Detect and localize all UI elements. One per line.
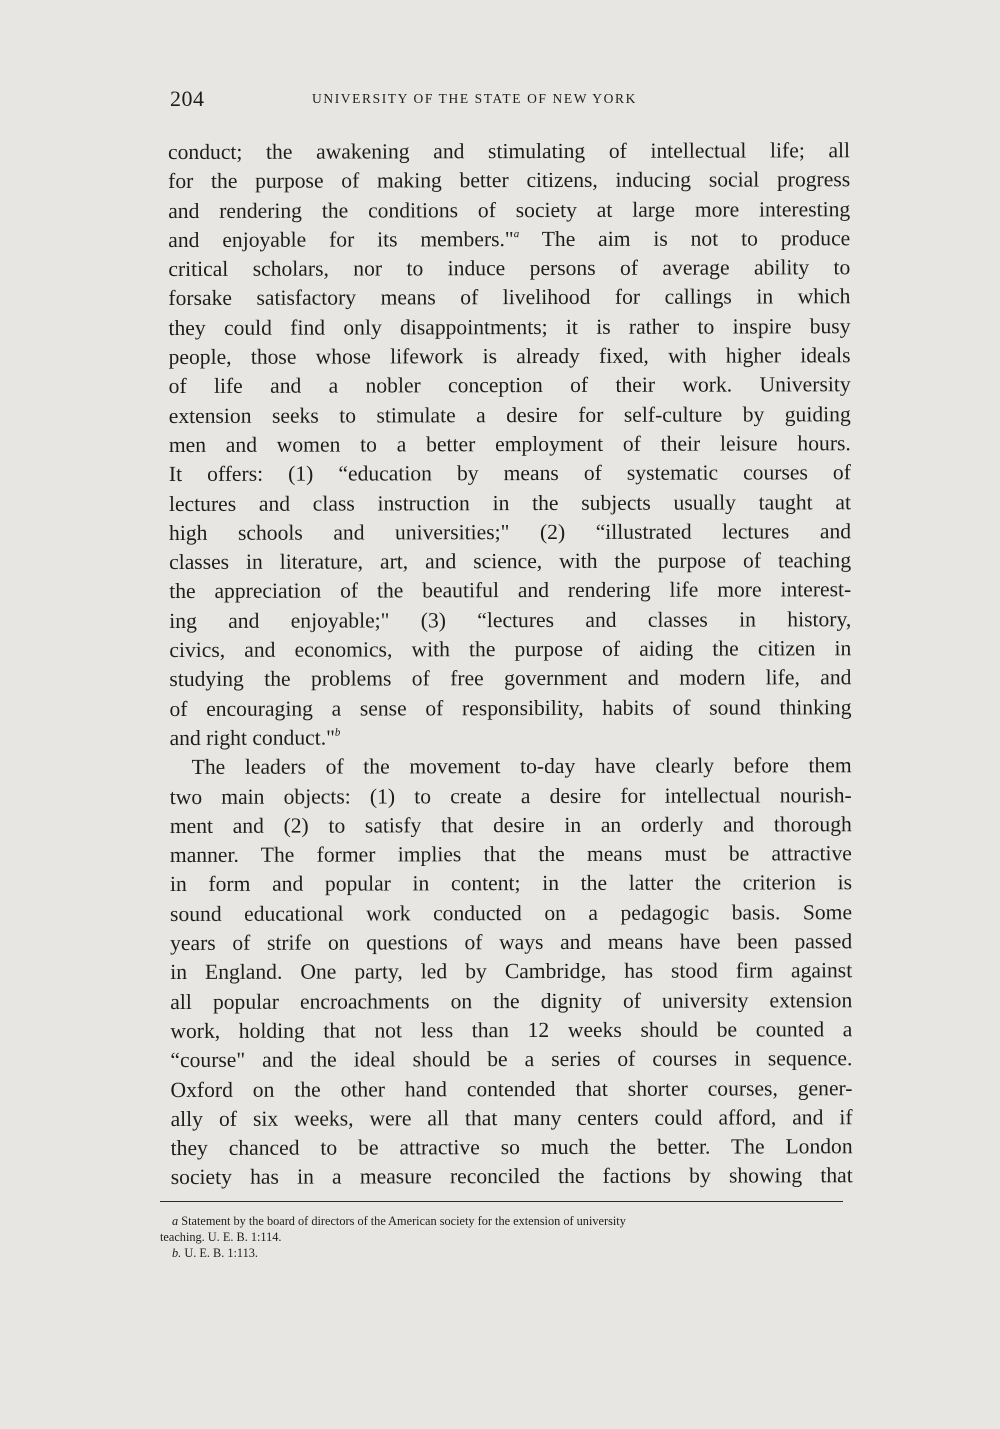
page-header [170, 86, 850, 120]
text-line: critical scholars, nor to induce persons of average ability to [168, 255, 851, 282]
text-line: two main objects: (1) to create a desire for intellectual nourish- [169, 782, 852, 809]
text-line: sound educational work conducted on a pedagogic basis. Some [169, 899, 853, 926]
footnote-a [160, 1213, 844, 1229]
text-segment: The aim is not to produce [541, 226, 851, 251]
body-text [168, 136, 853, 1192]
footnote-text: Statement by the board of directors of the American society for the extension of university [181, 1214, 626, 1228]
footnote-label: a [172, 1214, 179, 1228]
text-line: The leaders of the movement to-day have clearly before them [191, 753, 852, 780]
text-line: high schools and universities;" (2) “illustrated lectures and [169, 519, 852, 545]
footnote-ref-a[interactable]: a [513, 227, 520, 240]
text-line: and rendering the conditions of society at large more interesting [168, 196, 851, 223]
text-line: ally of six weeks, were all that many centers could afford, and if [170, 1105, 853, 1131]
text-line: the appreciation of the beautiful and rendering life more interest- [169, 577, 852, 604]
text-line: of life and a nobler conception of their work. University [168, 372, 851, 399]
text-line: It offers: (1) “education by means of systematic courses of [168, 460, 851, 487]
text-line: people, those whose lifework is already fixed, with higher ideals [168, 343, 851, 370]
text-line: work, holding that not less than 12 weeks should be counted a [170, 1017, 853, 1043]
text-line: ment and (2) to satisfy that desire in an orderly and thorough [169, 812, 852, 838]
page-number: 204 [170, 86, 205, 111]
text-segment: and enjoyable for its members." [168, 226, 514, 252]
footnote-a-continued: teaching. U. E. B. 1:114. [160, 1230, 282, 1244]
text-line: years of strife on questions of ways and means have been passed [170, 929, 853, 956]
text-line [170, 722, 852, 753]
text-line: in form and popular in content; in the latter the criterion is [169, 870, 852, 897]
footnote-ref-b[interactable]: b [334, 726, 341, 739]
text-line: they chanced to be attractive so much the better. The London [170, 1134, 853, 1161]
text-segment: and right conduct." [169, 725, 335, 750]
footnote-divider [160, 1201, 843, 1202]
footnotes [160, 1213, 844, 1261]
text-line: conduct; the awakening and stimulating of intellectual life; all [168, 138, 851, 164]
text-line: ing and enjoyable;" (3) “lectures and classes in history, [169, 606, 852, 633]
text-line: lectures and class instruction in the subjects usually taught at [168, 489, 851, 516]
running-head: UNIVERSITY OF THE STATE OF NEW YORK [312, 91, 637, 106]
footnote-text: U. E. B. 1:113. [184, 1246, 258, 1260]
text-line: of encouraging a sense of responsibility, habits of sound thinking [169, 694, 852, 721]
text-line [168, 224, 850, 255]
text-line: forsake satisfactory means of livelihood for callings in which [168, 284, 851, 311]
text-line: manner. The former implies that the means must be attractive [169, 841, 852, 868]
text-line: classes in literature, art, and science, with the purpose of teaching [169, 548, 852, 575]
text-line: society has in a measure reconciled the factions by showing that [170, 1163, 853, 1190]
footnote-b [160, 1245, 844, 1261]
text-line: for the purpose of making better citizens, inducing social progress [168, 167, 851, 194]
text-line: all popular encroachments on the dignity of university extension [170, 987, 853, 1014]
text-line: in England. One party, led by Cambridge, has stood firm against [170, 958, 853, 985]
text-line: civics, and economics, with the purpose of aiding the citizen in [169, 636, 852, 663]
text-line: they could find only disappointments; it is rather to inspire busy [168, 313, 851, 340]
text-line: men and women to a better employment of their leisure hours. [168, 431, 851, 457]
text-line: studying the problems of free government and modern life, and [169, 665, 852, 692]
text-line: “course" and the ideal should be a series of courses in sequence. [170, 1046, 853, 1073]
text-line: Oxford on the other hand contended that shorter courses, gener- [170, 1075, 853, 1102]
text-line: extension seeks to stimulate a desire for self-culture by guiding [168, 401, 851, 428]
footnote-label: b. [172, 1246, 182, 1260]
